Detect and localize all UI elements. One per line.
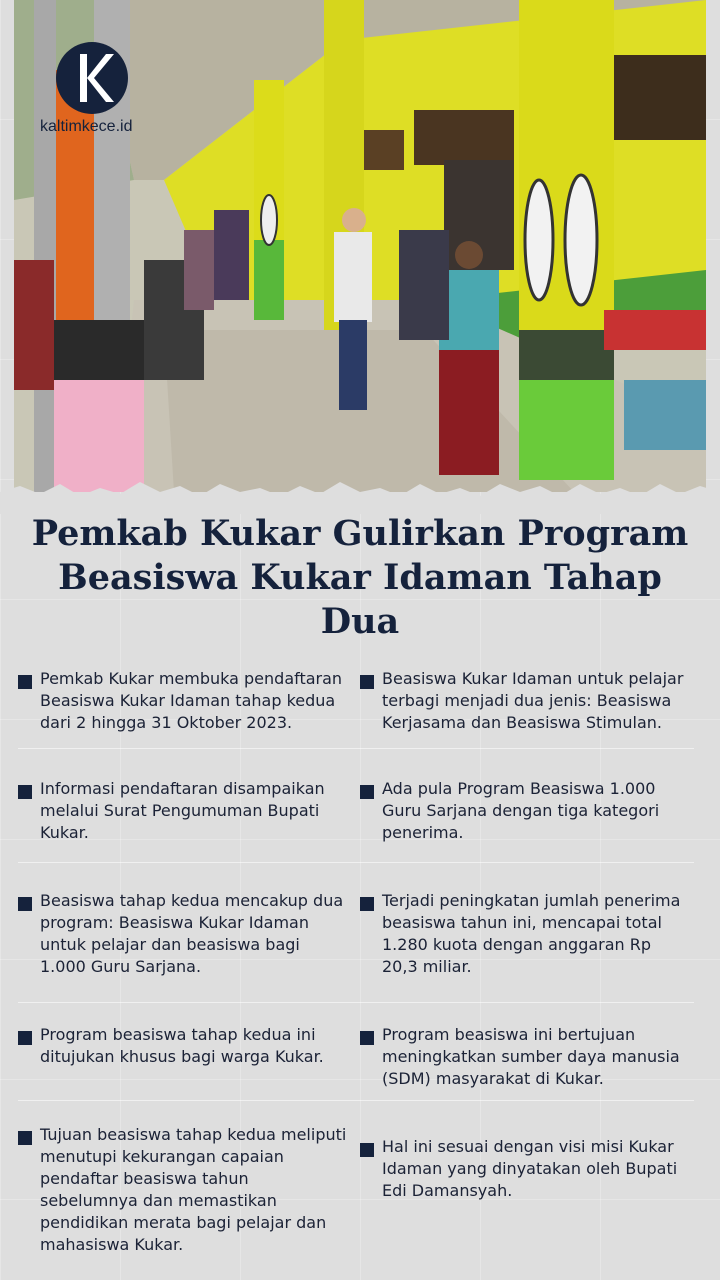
bullet-square-icon <box>360 1031 374 1045</box>
list-item-text: Beasiswa Kukar Idaman untuk pelajar terbagi menjadi dua jenis: Beasiswa Kerjasama dan Beasiswa Stimulan. <box>382 669 684 732</box>
bullet-square-icon <box>360 897 374 911</box>
list-item-text: Program beasiswa ini bertujuan meningkatkan sumber daya manusia (SDM) masyarakat di Kukar. <box>382 1025 680 1088</box>
divider-line <box>18 862 694 863</box>
list-item-text: Pemkab Kukar membuka pendaftaran Beasiswa Kukar Idaman tahap kedua dari 2 hingga 31 Oktober 2023. <box>40 669 343 732</box>
list-item <box>18 1024 348 1068</box>
list-item-text: Hal ini sesuai dengan visi misi Kukar Idaman yang dinyatakan oleh Bupati Edi Damansyah. <box>382 1137 678 1200</box>
list-item <box>360 778 690 844</box>
list-item-text: Tujuan beasiswa tahap kedua meliputi menutupi kekurangan capaian pendaftar beasiswa tahun sebelumnya dan memastikan pendidikan merata bagi pelajar dan mahasiswa Kukar. <box>40 1125 347 1254</box>
bullet-square-icon <box>360 675 374 689</box>
list-item <box>360 1024 690 1090</box>
list-item <box>18 668 348 734</box>
divider-line <box>18 1002 694 1003</box>
list-item <box>360 668 690 734</box>
list-item <box>18 778 348 844</box>
divider-line <box>18 1100 694 1101</box>
torn-edge-divider <box>0 474 720 514</box>
bullet-square-icon <box>18 675 32 689</box>
bullet-square-icon <box>18 1031 32 1045</box>
list-item-text: Terjadi peningkatan jumlah penerima beasiswa tahun ini, mencapai total 1.280 kuota dengan anggaran Rp 20,3 miliar. <box>382 891 681 976</box>
list-item-text: Program beasiswa tahap kedua ini ditujukan khusus bagi warga Kukar. <box>40 1025 324 1066</box>
bullet-square-icon <box>360 785 374 799</box>
page-title: Pemkab Kukar Gulirkan Program Beasiswa Kukar Idaman Tahap Dua <box>31 513 689 642</box>
divider-line <box>18 748 694 749</box>
bullet-square-icon <box>18 1131 32 1145</box>
list-item <box>360 890 690 978</box>
list-item <box>18 890 348 978</box>
list-item-text: Beasiswa tahap kedua mencakup dua program: Beasiswa Kukar Idaman untuk pelajar dan beasiswa bagi 1.000 Guru Sarjana. <box>40 891 344 976</box>
brand-name: kaltimkece.id <box>40 118 133 135</box>
list-item-text: Informasi pendaftaran disampaikan melalui Surat Pengumuman Bupati Kukar. <box>40 779 325 842</box>
list-item <box>360 1136 690 1202</box>
brand-logo <box>40 42 150 142</box>
k-letter-icon <box>56 42 128 114</box>
bullet-square-icon <box>18 897 32 911</box>
bullet-square-icon <box>18 785 32 799</box>
list-item <box>18 1124 348 1256</box>
list-item-text: Ada pula Program Beasiswa 1.000 Guru Sarjana dengan tiga kategori penerima. <box>382 779 660 842</box>
bullet-square-icon <box>360 1143 374 1157</box>
